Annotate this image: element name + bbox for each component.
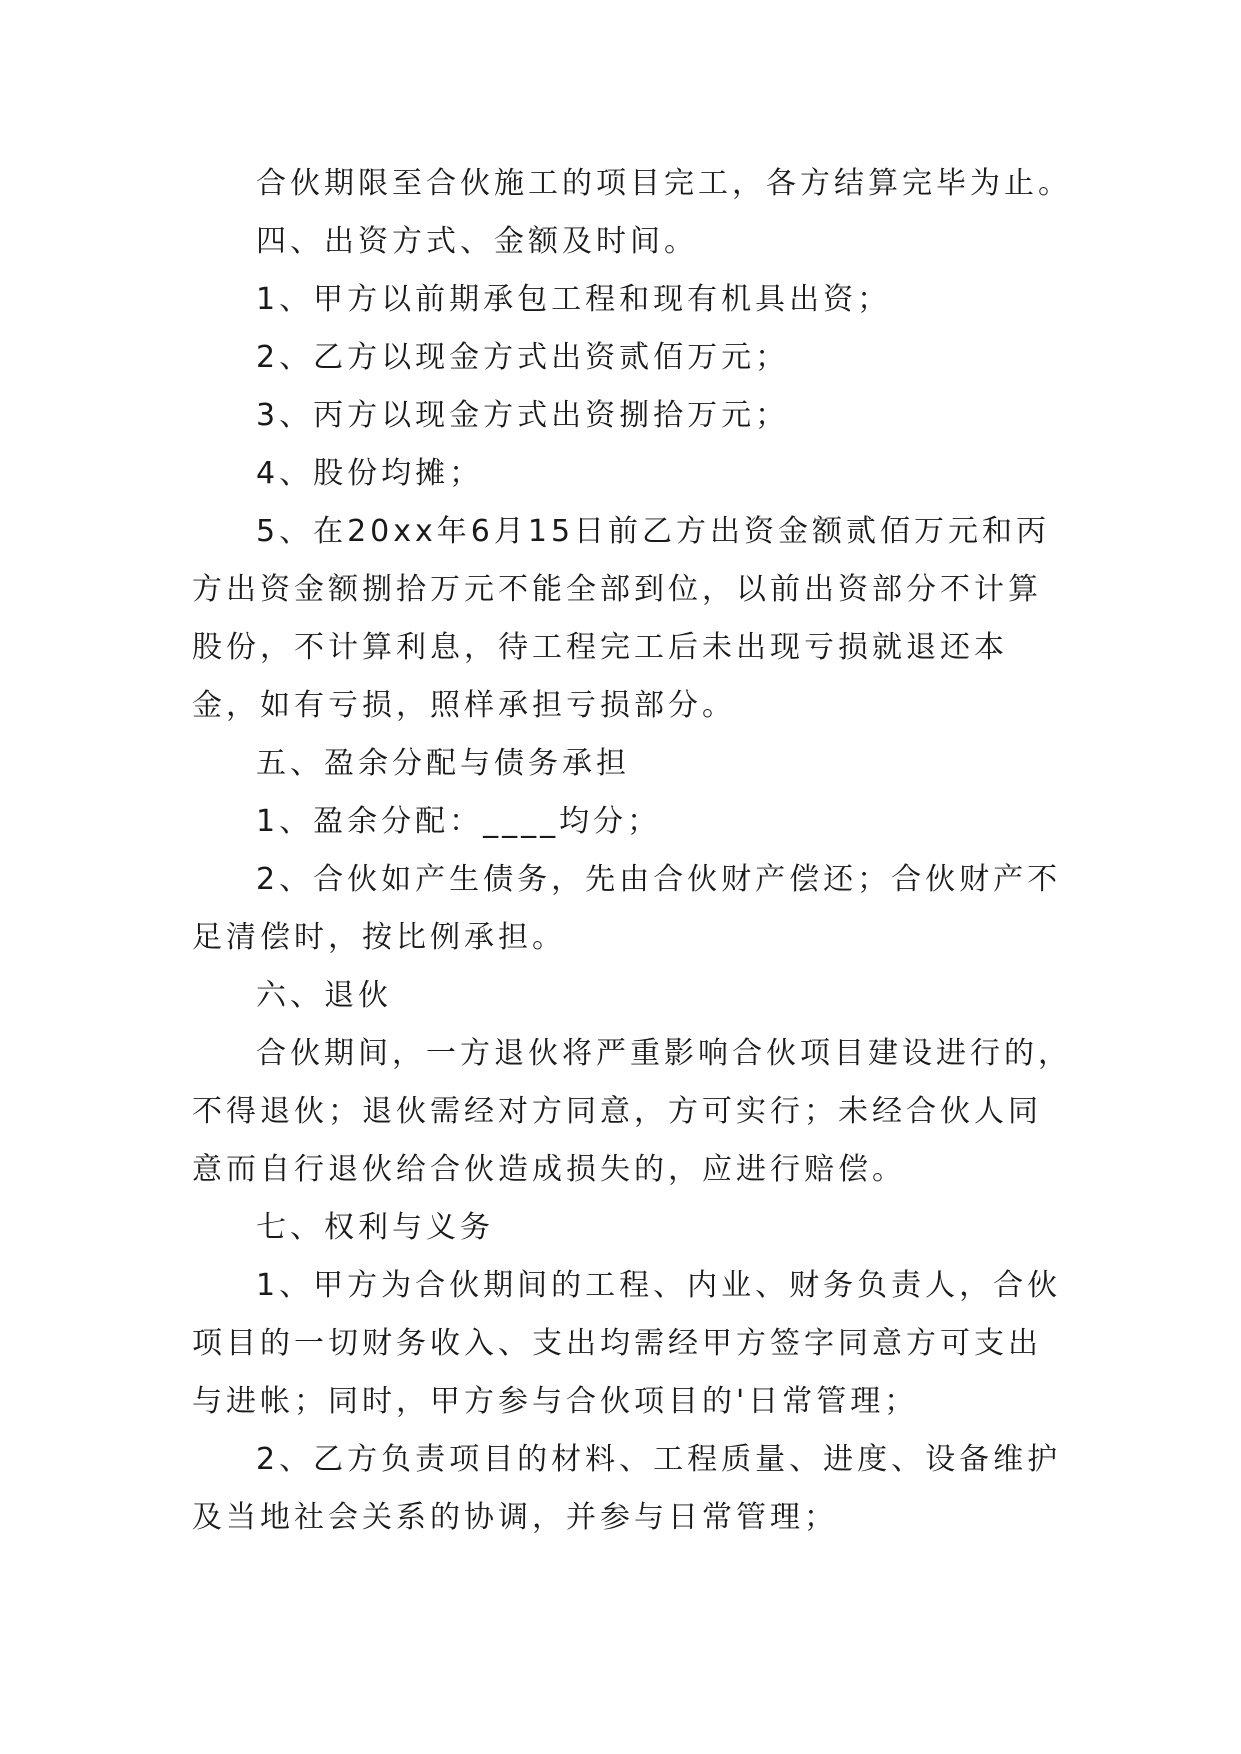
- paragraph-item-5-1: 1、盈余分配：____均分；: [256, 804, 662, 839]
- paragraph-item-7-1: 1、甲方为合伙期间的工程、内业、财务负责人，合伙项目的一切财务收入、支出均需经甲方签字同意方可支出与进帐；同时，甲方参与合伙项目的'日常管理；: [192, 1268, 1062, 1419]
- paragraph-item-4-4: 4、股份均摊；: [256, 456, 484, 491]
- heading-section-4: 四、出资方式、金额及时间。: [256, 224, 698, 259]
- paragraph-item-4-3: 3、丙方以现金方式出资捌拾万元；: [256, 398, 790, 433]
- heading-section-7: 七、权利与义务: [256, 1210, 494, 1245]
- paragraph-item-5-2: 2、合伙如产生债务，先由合伙财产偿还；合伙财产不足清偿时，按比例承担。: [192, 862, 1062, 955]
- paragraph-withdrawal: 合伙期间，一方退伙将严重影响合伙项目建设进行的，不得退伙；退伙需经对方同意，方可实行；未经合伙人同意而自行退伙给合伙造成损失的，应进行赔偿。: [192, 1036, 1072, 1187]
- paragraph-item-4-1: 1、甲方以前期承包工程和现有机具出资；: [256, 282, 892, 317]
- heading-section-5: 五、盈余分配与债务承担: [256, 746, 630, 781]
- paragraph-item-4-5: 5、在20xx年6月15日前乙方出资金额贰佰万元和丙方出资金额捌拾万元不能全部到位，以前出资部分不计算股份，不计算利息，待工程完工后未出现亏损就退还本金，如有亏损，照样承担亏损部分。: [192, 514, 1051, 723]
- document-body: [192, 155, 1072, 1547]
- heading-section-6: 六、退伙: [256, 978, 392, 1013]
- paragraph-item-7-2: 2、乙方负责项目的材料、工程质量、进度、设备维护及当地社会关系的协调，并参与日常管理；: [192, 1442, 1062, 1535]
- paragraph-term-period: 合伙期限至合伙施工的项目完工，各方结算完毕为止。: [256, 166, 1072, 201]
- paragraph-item-4-2: 2、乙方以现金方式出资贰佰万元；: [256, 340, 790, 375]
